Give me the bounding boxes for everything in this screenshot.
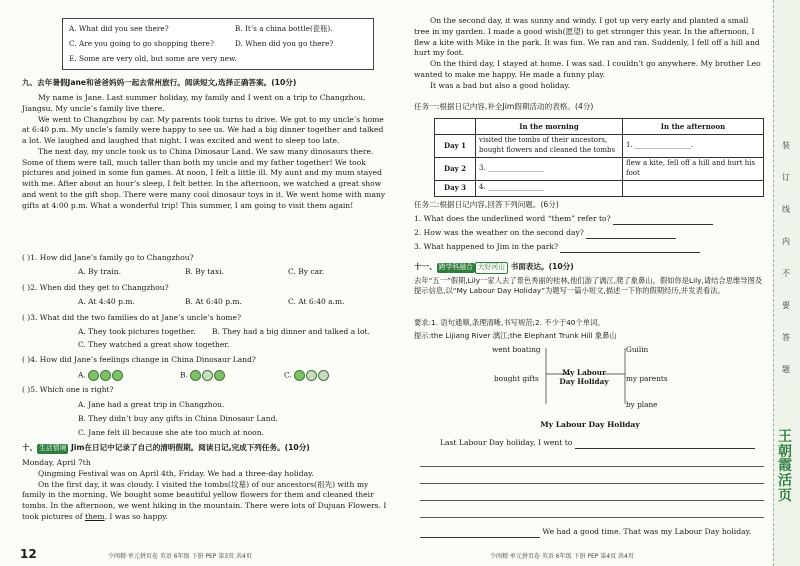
- table-cell: visited the tombs of their ancestors, bought flowers and cleaned the tombs: [476, 135, 623, 158]
- options-box: [62, 18, 374, 70]
- writing-hint: 提示:the Lijiang River 漓江;the Elephant Trunk Hill 象鼻山: [414, 331, 617, 340]
- right-page: [400, 0, 800, 566]
- table-row: [435, 157, 764, 180]
- answer-line[interactable]: [560, 244, 700, 253]
- section-tag: 生活情境: [39, 444, 67, 452]
- mind-map-item: by plane: [626, 400, 658, 409]
- table-header: In the morning: [476, 119, 623, 135]
- diary-paragraph: On the second day, it was sunny and windy. I got up very early and planted a small tree in my garden. I made a good wish(愿望) to get stronger this year. In the afternoon, I flew a kite with Mike in the park. It was fun. We ran and ran. Suddenly, I fell off a hill and hurt my foot.: [414, 16, 760, 58]
- table-cell: flew a kite, fell off a hill and hurt his foot: [623, 157, 764, 180]
- box-option-d: D. When did you go there?: [235, 39, 334, 48]
- table-row: [435, 135, 764, 158]
- question-text: 3. What happened to Jim in the park?: [414, 242, 559, 251]
- section-11-instruction: 书面表达。(10分): [507, 262, 574, 271]
- passage-paragraph: My name is Jane. Last summer holiday, my family and I went on a trip to Changzhou, Jiangsu. My uncle’s family live there.: [22, 93, 366, 113]
- passage-paragraph: We went to Changzhou by car. My parents took turns to drive. We got to my uncle’s home at 6:40 p.m. My uncle’s family were happy to see us. We had a big dinner together and talked a lot. We laughed and laughed that night. I was excited and went to sleep too late.: [22, 114, 384, 146]
- q5-option-c: C. Jane felt ill because she ate too much at noon.: [78, 428, 264, 437]
- essay-start-text: Last Labour Day holiday, I went to: [440, 438, 573, 447]
- q1-option-c: C. By car.: [288, 267, 325, 276]
- q3-option-c: C. They watched a great show together.: [78, 340, 230, 349]
- diary-date: Monday, April 7th: [22, 458, 91, 467]
- answer-line[interactable]: [613, 216, 713, 225]
- task-2-question-3: [414, 242, 766, 253]
- table-row: [435, 180, 764, 196]
- answer-line[interactable]: [575, 440, 755, 449]
- mind-map-item: went boating: [492, 345, 541, 354]
- section-10-instruction: Jim在日记中记录了自己的清明假期。阅读日记,完成下列任务。(10分): [68, 443, 310, 452]
- side-char: 线: [782, 205, 790, 214]
- diary: [22, 458, 390, 523]
- section-10-number: 十、: [22, 443, 38, 452]
- mind-map-item: Guilin: [626, 345, 649, 354]
- table-cell: [623, 180, 764, 196]
- smiley-icon: [190, 370, 201, 381]
- section-11-title: [414, 262, 766, 274]
- writing-line[interactable]: [420, 500, 764, 501]
- question-4: ( )4. How did Jane’s feelings change in China Dinosaur Land?: [22, 355, 256, 364]
- passage-paragraph: The next day, my uncle took us to China Dinosaur Land. We saw many dinosaurs there. Some of them were tall, much taller than both my uncle and my father together! We took pictures and joined in some fun games. At noon, I felt a little ill. My aunt and my mum stayed with me. After about an hour’s sleep, I felt better. In the afternoon, we watched a great show and went to the gift shop. There were many cool dinosaur toys in it. We went home with many gifts at 4:00 p.m. What a wonderful trip! This summer, I am going to visit them again!: [22, 146, 386, 210]
- side-char: 要: [782, 301, 790, 310]
- smiley-icon: [214, 370, 225, 381]
- q2-option-c: C. At 6:40 a.m.: [288, 297, 345, 306]
- essay-title: My Labour Day Holiday: [540, 420, 640, 429]
- box-option-e: E. Some are very old, but some are very new.: [69, 54, 237, 63]
- diary-paragraph: It was a bad but also a good holiday.: [430, 80, 571, 90]
- activity-table: [434, 118, 764, 197]
- mind-map-item: my parents: [626, 374, 668, 383]
- answer-line[interactable]: [586, 230, 676, 239]
- question-text: 1. What does the underlined word “them” refer to?: [414, 214, 611, 223]
- writing-line[interactable]: [420, 466, 764, 467]
- sad-face-icon: [306, 370, 317, 381]
- box-option-b: B. It’s a china bottle(瓷瓶).: [235, 24, 333, 33]
- question-2: ( )2. When did they get to Changzhou?: [22, 283, 169, 292]
- side-char: 装: [782, 141, 790, 150]
- side-char: 订: [782, 173, 790, 182]
- writing-line[interactable]: [420, 483, 764, 484]
- q4-option-a: [78, 370, 124, 381]
- mind-map-center: My Labour Day Holiday: [559, 368, 609, 387]
- q2-option-a: A. At 4:40 p.m.: [78, 297, 135, 306]
- smiley-icon: [88, 370, 99, 381]
- side-char: 题: [782, 365, 790, 374]
- mind-map-item: bought gifts: [494, 374, 539, 383]
- q2-option-b: B. At 6:40 p.m.: [185, 297, 242, 306]
- page-number: 12: [20, 546, 37, 561]
- answer-blank[interactable]: 3. ________________: [476, 157, 623, 180]
- question-1: ( )1. How did Jane’s family go to Changzhou?: [22, 253, 194, 262]
- diary-text: On the first day, it was cloudy. I visited the tombs(坟墓) of our ancestors(祖先) with my family in the morning. We bought some beautiful yellow flowers for them and cleaned their tombs. In the afternoon, we went hiking in the mountain. There were lots of Dujuan Flowers. I took pictures of: [22, 479, 387, 521]
- essay-end: [420, 527, 766, 538]
- writing-prompt: 去年“五一”假期,Lily一家人去了景色秀丽的桂林,他们游了漓江,爬了象鼻山。假如你是Lily,请结合思维导图及提示信息,以“My Labour Day Holiday”为题写一篇小短文,描述一下你的假期经历,并发表看法。: [414, 276, 763, 296]
- sad-face-icon: [318, 370, 329, 381]
- footer: 少闯精·单元拼页卷 英语 6年级 下册 PEP 第3页 共4页: [108, 553, 252, 561]
- question-text: 2. How was the weather on the second day?: [414, 228, 584, 237]
- q4-option-a-label: A.: [78, 370, 86, 380]
- q4-option-b-label: B.: [180, 370, 188, 380]
- writing-line[interactable]: [420, 517, 764, 518]
- table-header: In the afternoon: [623, 119, 764, 135]
- q3-option-b: B. They had a big dinner and talked a lot.: [212, 327, 370, 336]
- side-char: 不: [782, 269, 790, 278]
- q5-option-a: A. Jane had a great trip in Changzhou.: [78, 400, 225, 409]
- q3-option-a: A. They took pictures together.: [78, 327, 196, 336]
- smiley-icon: [100, 370, 111, 381]
- question-3: ( )3. What did the two families do at Jane’s uncle’s home?: [22, 313, 241, 322]
- q4-option-c-label: C.: [284, 370, 292, 380]
- diary-paragraph: On the third day, I stayed at home. I was sad. I couldn’t go anywhere. My brother Leo wanted to make me happy. He made a funny play.: [414, 59, 761, 79]
- footer: 少闯精·单元拼页卷 英语 6年级 下册 PEP 第4页 共4页: [490, 553, 634, 561]
- task-2-question-2: [414, 228, 766, 239]
- side-char: 内: [782, 237, 790, 246]
- section-9-title: 九、去年暑假Jane和爸爸妈妈一起去常州旅行。阅读短文,选择正确答案。(10分): [22, 78, 297, 87]
- smiley-icon: [112, 370, 123, 381]
- table-cell: Day 1: [435, 135, 476, 158]
- q5-option-b: B. They didn’t buy any gifts in China Dinosaur Land.: [78, 414, 278, 423]
- diary-continued: [414, 16, 766, 91]
- side-char: 答: [782, 333, 790, 342]
- diary-paragraph: [22, 480, 390, 523]
- writing-requirements: 要求:1. 语句通顺,条理清晰,书写规范;2. 不少于40个单词。: [414, 318, 605, 327]
- answer-line[interactable]: [420, 529, 540, 538]
- table-cell: Day 3: [435, 180, 476, 196]
- smiley-icon: [294, 370, 305, 381]
- box-option-c: C. Are you going to go shopping there?: [69, 39, 214, 48]
- table-header: [435, 119, 476, 135]
- question-5: ( )5. Which one is right?: [22, 385, 114, 394]
- table-header-row: [435, 119, 764, 135]
- brand-logo: 王朝霞活页: [778, 429, 792, 504]
- section-9-passage: [22, 93, 390, 212]
- task-2-title: 任务二:根据日记内容,回答下列问题。(6分): [414, 200, 559, 209]
- section-tag: 跨学科融合: [438, 263, 473, 271]
- table-cell: Day 2: [435, 157, 476, 180]
- task-1-title: 任务一:根据日记内容,补全Jim假期活动的表格。(4分): [414, 102, 594, 111]
- answer-blank[interactable]: 1. ________________.: [623, 135, 764, 158]
- section-10-title: [22, 443, 390, 454]
- binding-margin: [773, 0, 800, 566]
- task-2-question-1: [414, 214, 766, 225]
- diary-paragraph: Qingming Festival was on April 4th, Friday. We had a three-day holiday.: [38, 468, 314, 478]
- underlined-word: them: [84, 511, 105, 521]
- diary-text: . I was so happy.: [104, 511, 168, 521]
- q4-option-c: [284, 370, 330, 381]
- section-tag: 大好河山: [475, 262, 508, 274]
- box-option-a: A. What did you see there?: [69, 24, 169, 33]
- answer-blank[interactable]: 4. ________________: [476, 180, 623, 196]
- q1-option-a: A. By train.: [78, 267, 122, 276]
- essay-end-text: We had a good time. That was my Labour Day holiday.: [542, 527, 752, 536]
- sad-face-icon: [202, 370, 213, 381]
- section-11-number: 十一、: [414, 262, 437, 271]
- essay-start: [440, 438, 766, 449]
- q1-option-b: B. By taxi.: [185, 267, 224, 276]
- q4-option-b: [180, 370, 226, 381]
